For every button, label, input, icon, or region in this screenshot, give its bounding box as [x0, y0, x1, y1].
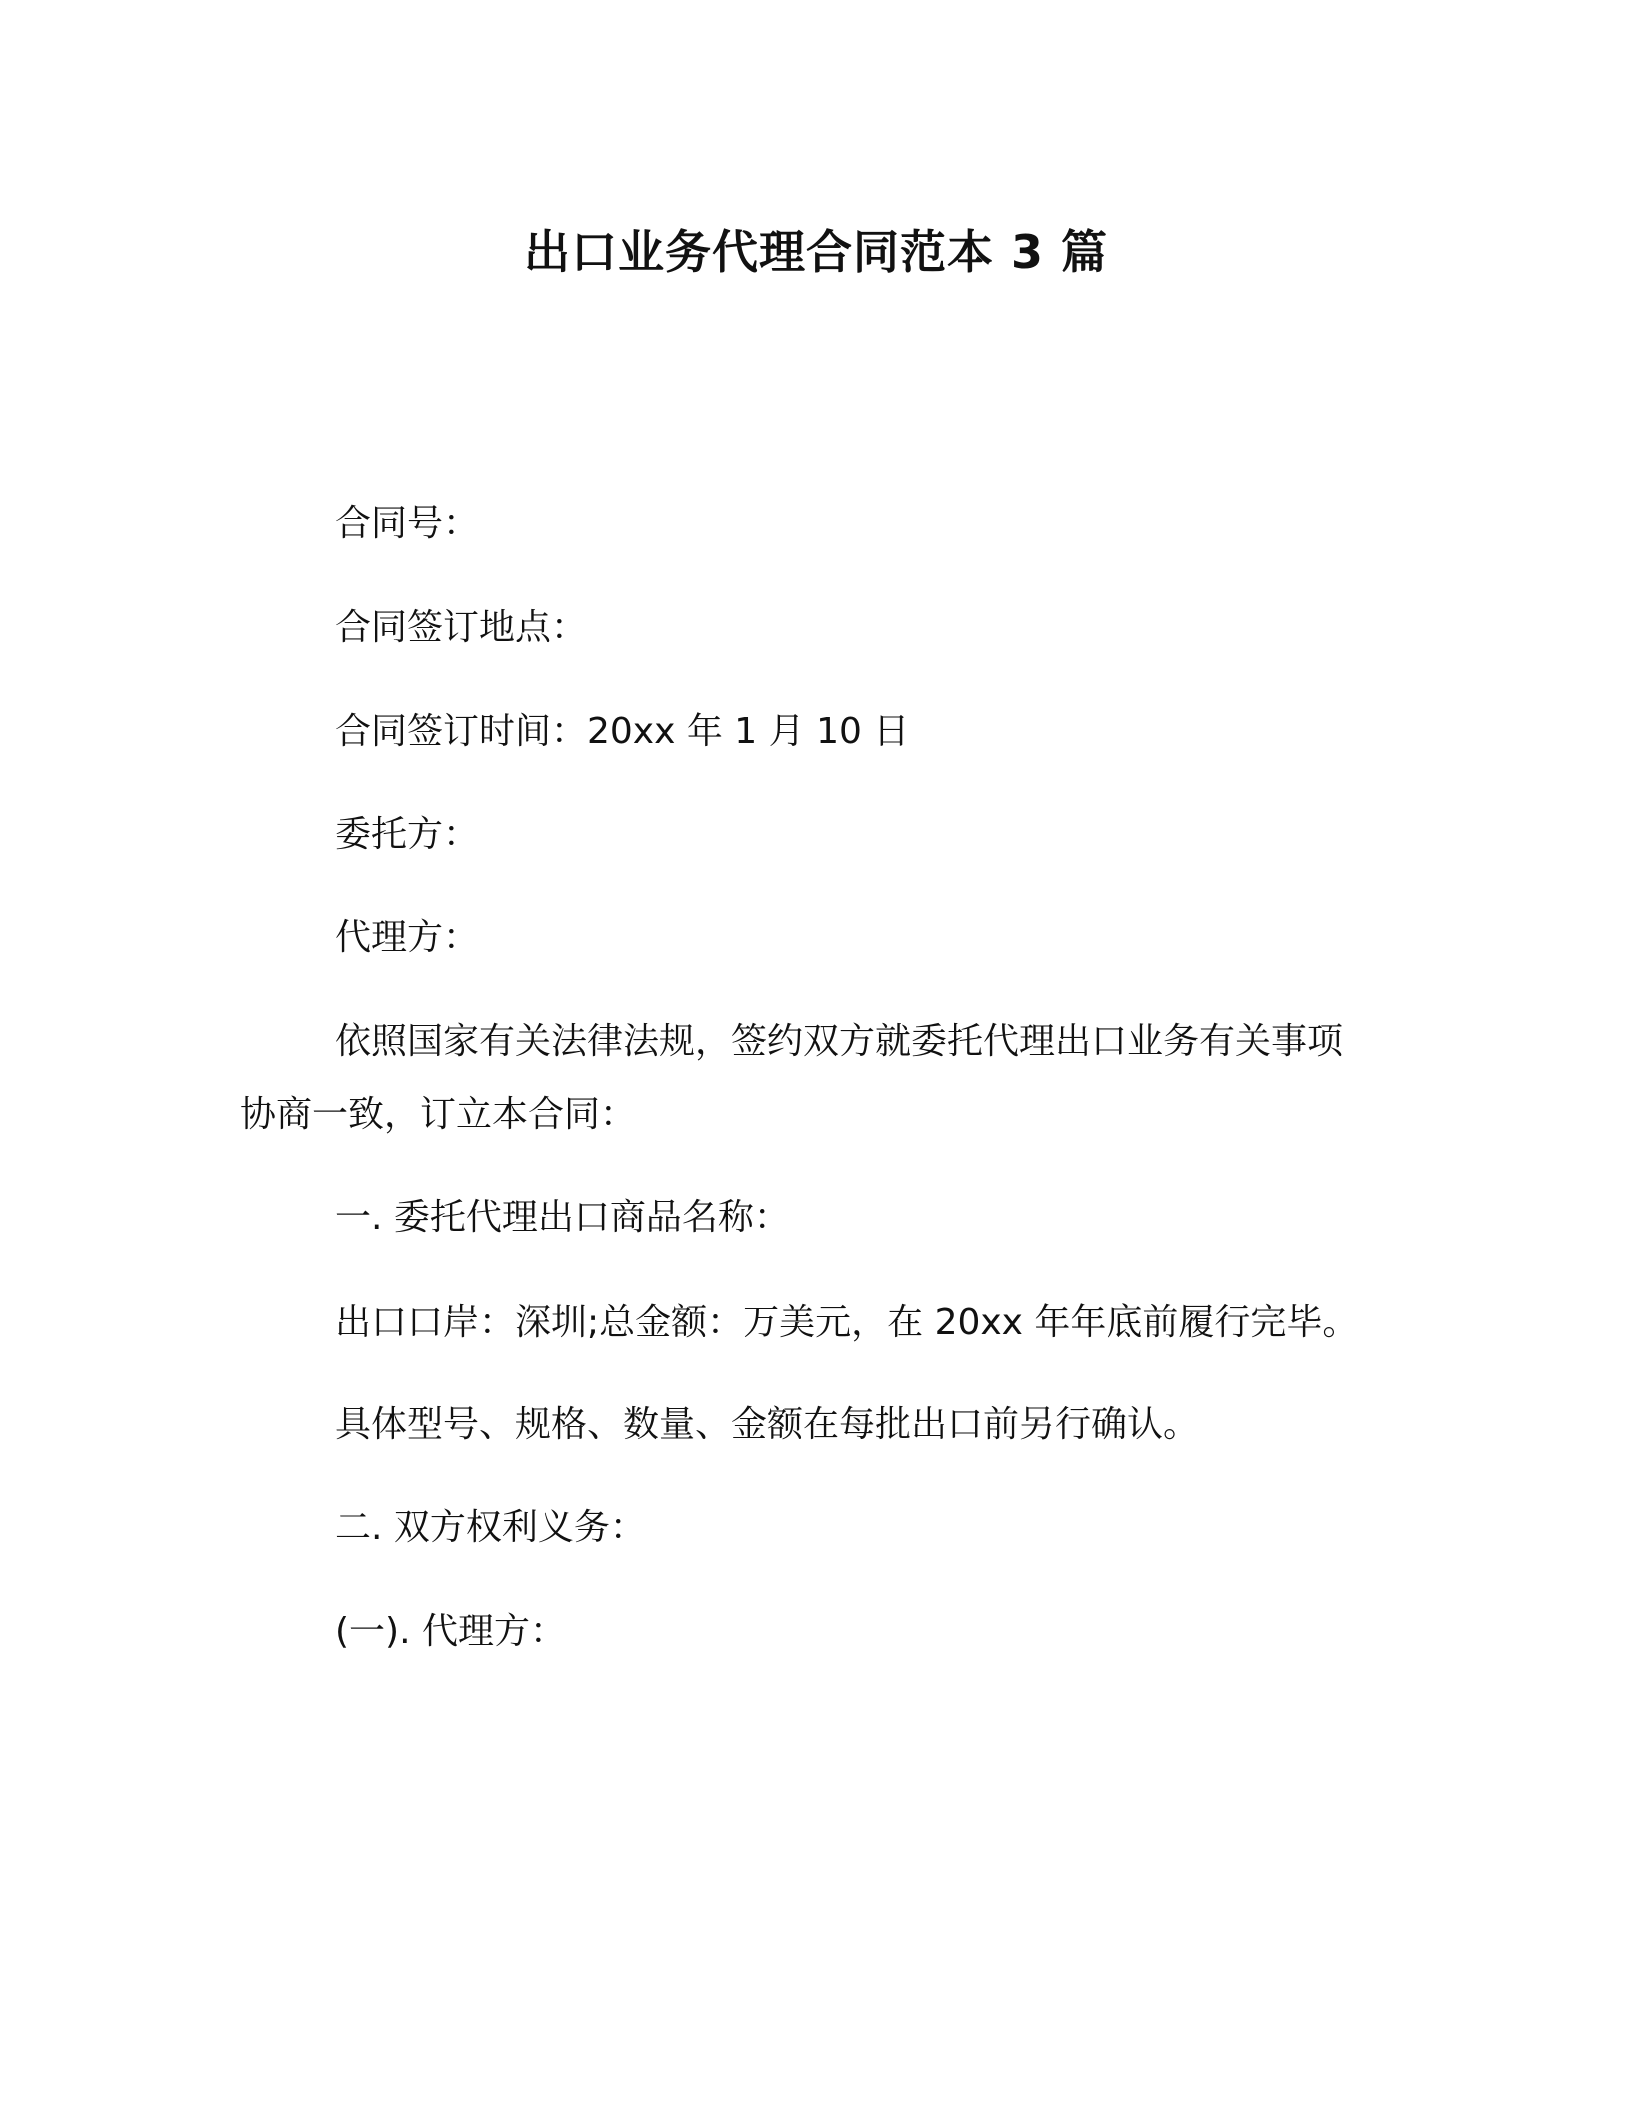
paragraph-text: 出口口岸：深圳;总金额：万美元，在 20xx 年年底前履行完毕。	[335, 1302, 1359, 1343]
paragraph-contract-number	[240, 486, 1400, 562]
section-heading-2	[240, 1490, 1400, 1566]
paragraph-text: 合同号：	[335, 503, 480, 544]
paragraph-text: 依照国家有关法律法规，签约双方就委托代理出口业务有关事项	[335, 1021, 1344, 1062]
paragraph-text: 委托方：	[335, 814, 480, 855]
paragraph-text: 合同签订地点：	[335, 607, 588, 648]
paragraph-text: 代理方：	[335, 917, 480, 958]
paragraph-preamble-continued	[240, 1077, 1400, 1153]
paragraph-text: 二. 双方权利义务：	[335, 1507, 646, 1548]
paragraph-signing-time	[240, 694, 1400, 770]
paragraph-signing-place	[240, 590, 1400, 666]
paragraph-preamble	[240, 1004, 1400, 1080]
paragraph-principal	[240, 797, 1400, 873]
paragraph-agent	[240, 900, 1400, 976]
paragraph-port-and-amount	[240, 1285, 1400, 1361]
paragraph-text: 具体型号、规格、数量、金额在每批出口前另行确认。	[335, 1404, 1200, 1445]
paragraph-specifications	[240, 1387, 1400, 1463]
paragraph-text: 合同签订时间：20xx 年 1 月 10 日	[335, 711, 910, 752]
paragraph-text: 协商一致，订立本合同：	[240, 1094, 637, 1135]
paragraph-text: (一). 代理方：	[335, 1611, 566, 1652]
document-title: 出口业务代理合同范本 3 篇	[523, 225, 1109, 279]
paragraph-text: 一. 委托代理出口商品名称：	[335, 1197, 790, 1238]
section-heading-1	[240, 1180, 1400, 1256]
subsection-heading-agent	[240, 1594, 1400, 1670]
